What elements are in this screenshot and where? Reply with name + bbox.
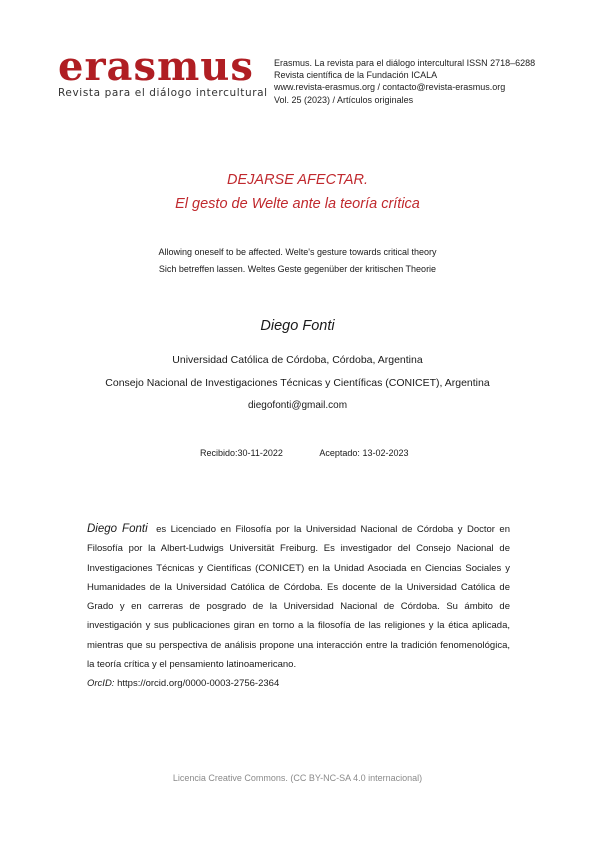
accepted-date: Aceptado: 13-02-2023 xyxy=(319,448,409,458)
affiliation-conicet: Consejo Nacional de Investigaciones Técnicas y Científicas (CONICET), Argentina xyxy=(105,377,490,389)
orcid-link[interactable]: https://orcid.org/0000-0003-2756-2364 xyxy=(117,678,280,690)
author-email[interactable]: diegofonti@gmail.com xyxy=(247,400,348,411)
article-title xyxy=(0,168,595,216)
author-name: Diego Fonti xyxy=(260,318,335,334)
author-bio xyxy=(87,520,510,694)
author-affiliations xyxy=(0,349,595,395)
header-website-contact[interactable]: www.revista-erasmus.org / contacto@revista-erasmus.org xyxy=(274,82,506,93)
affiliation-university: Universidad Católica de Córdoba, Córdoba, Argentina xyxy=(172,354,423,366)
journal-header-info xyxy=(274,57,535,106)
bio-author-name: Diego Fonti xyxy=(87,523,148,535)
bio-text: es Licenciado en Filosofía por la Universidad Nacional de Córdoba y Doctor en Filosofía por la Albert-Ludwigs Universität Freiburg. Es investigador del Consejo Nacional de Investigaciones Técnicas y Científicas (CONICET) en la Unidad Asociada en Ciencias Sociales y Humanidades de la Universidad Católica de Córdoba. Es docente de la Universidad Católica de Grado y en carreras de posgrado de la Universidad Nacional de Córdoba. Su ámbito de investigación y sus publicaciones giran en torno a la filosofía de las religiones y la ética aplicada, mientras que su perspectiva de análisis propone una interacción entre la tradición fenomenológica, la teoría crítica y el pensamiento latinoamericano. xyxy=(87,524,510,671)
license-footer: Licencia Creative Commons. (CC BY-NC-SA 4.0 internacional) xyxy=(172,773,423,783)
title-english: Allowing oneself to be affected. Welte's gesture towards critical theory xyxy=(158,247,437,257)
title-german: Sich betreffen lassen. Weltes Geste gegenüber der kritischen Theorie xyxy=(158,264,437,274)
orcid-label: OrcID: xyxy=(87,678,115,690)
logo-wordmark: erasmus xyxy=(58,43,254,90)
orcid-line xyxy=(87,674,510,693)
submission-dates xyxy=(200,448,408,458)
journal-logo xyxy=(58,43,268,99)
header-publisher: Revista científica de la Fundación ICALA xyxy=(274,70,438,81)
translated-titles xyxy=(0,244,595,278)
header-journal-issn: Erasmus. La revista para el diálogo intercultural ISSN 2718–6288 xyxy=(274,58,536,68)
header-volume: Vol. 25 (2023) / Artículos originales xyxy=(274,94,414,105)
logo-tagline: Revista para el diálogo intercultural xyxy=(58,87,268,99)
title-line-1: DEJARSE AFECTAR. xyxy=(227,172,368,188)
title-line-2: El gesto de Welte ante la teoría crítica xyxy=(175,196,420,212)
received-date: Recibido:30-11-2022 xyxy=(200,448,283,458)
